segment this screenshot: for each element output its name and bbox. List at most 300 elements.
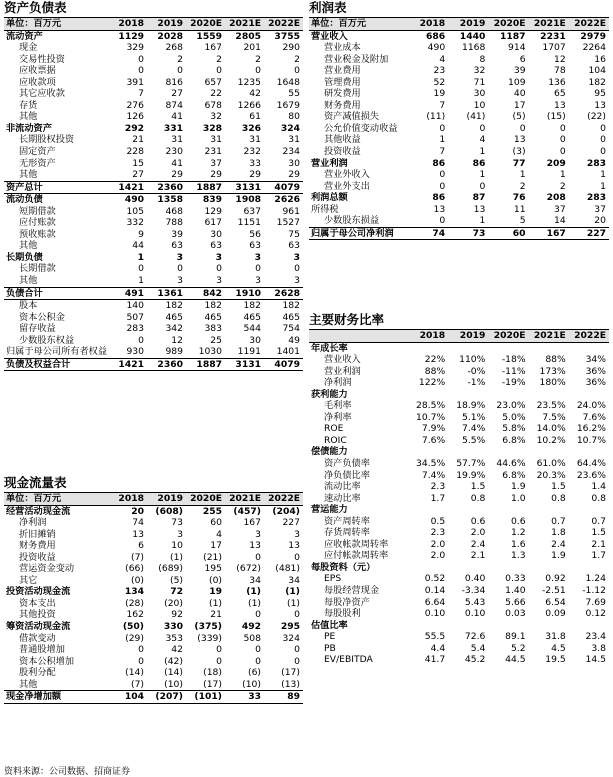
table-row <box>309 585 609 597</box>
row-value: 5.4 <box>470 642 486 654</box>
unit-label <box>309 330 408 342</box>
row-label: 资本公积增加 <box>19 655 75 667</box>
row-value: 42 <box>171 644 183 656</box>
row-label: 净利润 <box>19 517 47 529</box>
row-value <box>448 389 488 401</box>
row-value: -1% <box>467 377 486 389</box>
row-label: 净利润 <box>324 377 352 389</box>
table-row <box>309 134 609 146</box>
row-value: 13 <box>594 99 606 111</box>
row-value: 874 <box>165 99 183 111</box>
row-value: 2 <box>294 53 300 65</box>
row-value: 7 <box>439 99 446 111</box>
row-value: 6.8% <box>502 434 526 446</box>
row-value: 3 <box>215 251 222 263</box>
row-value: 10.2% <box>536 434 566 446</box>
row-value <box>529 562 569 574</box>
row-value: 465 <box>243 311 261 323</box>
row-label: 少数股东损益 <box>324 215 380 227</box>
row-value: 1648 <box>276 76 300 88</box>
row-label: 非流动资产 <box>6 122 52 134</box>
table-row <box>309 146 609 158</box>
row-label: 每股股利 <box>324 608 361 620</box>
year-header: 2021E <box>225 18 264 30</box>
row-label: 净利率 <box>324 411 352 423</box>
row-label: 营业利润 <box>311 157 348 169</box>
row-value: 11 <box>513 203 526 215</box>
row-label: 借款变动 <box>19 632 56 644</box>
row-label: 应收款项 <box>19 76 56 88</box>
row-value: 989 <box>165 346 183 358</box>
row-value: 0 <box>138 655 144 667</box>
row-value: 0.40 <box>464 573 486 585</box>
table-row <box>4 229 303 241</box>
table-row <box>4 252 303 264</box>
row-value: 2028 <box>147 30 186 42</box>
row-value: 86 <box>432 157 446 169</box>
row-value: (66) <box>125 563 144 575</box>
row-value: 617 <box>204 217 222 229</box>
table-row <box>4 206 303 218</box>
row-value: 268 <box>165 42 183 54</box>
row-label: 长期负债 <box>6 251 43 263</box>
row-value: 36% <box>585 365 606 377</box>
row-value: 9 <box>138 228 144 240</box>
row-value: 33 <box>225 691 264 704</box>
row-value <box>488 620 528 632</box>
row-value: 182 <box>243 300 261 312</box>
row-label: 存货周转率 <box>324 527 370 539</box>
row-value: 2.3 <box>430 481 446 493</box>
row-value: (608) <box>147 505 186 517</box>
table-row <box>4 30 303 42</box>
row-value: 2628 <box>264 287 303 300</box>
row-label: 短期借款 <box>19 205 56 217</box>
row-value: 10 <box>473 99 486 111</box>
row-value: 3.8 <box>591 642 606 654</box>
row-value: 230 <box>165 146 183 158</box>
row-value: 0 <box>519 122 526 134</box>
row-label: 资产负债率 <box>324 458 370 470</box>
row-value: 2.1 <box>470 550 486 562</box>
row-value: 105 <box>126 205 144 217</box>
row-value: 29 <box>288 169 300 181</box>
row-value: 20.3% <box>536 469 566 481</box>
row-value: 0 <box>294 644 300 656</box>
table-row <box>4 240 303 252</box>
row-value: 44.6% <box>496 458 526 470</box>
row-value: 167 <box>243 517 261 529</box>
row-value: 0 <box>600 146 606 158</box>
table-row <box>4 65 303 77</box>
row-value: 13 <box>288 540 300 552</box>
row-value: (17) <box>281 667 300 679</box>
row-value: 342 <box>165 323 183 335</box>
row-value: 0 <box>479 122 486 134</box>
row-value: 134 <box>124 586 144 598</box>
row-value: 0 <box>177 263 183 275</box>
row-value: (22) <box>587 111 606 123</box>
row-value: 208 <box>546 192 566 204</box>
row-value: 2979 <box>569 30 609 42</box>
row-value: 6 <box>138 540 144 552</box>
row-value: 88% <box>424 365 446 377</box>
row-value: 31 <box>288 134 300 146</box>
table-row <box>309 77 609 89</box>
row-label: 股利分配 <box>19 667 56 679</box>
row-value: 328 <box>202 122 222 134</box>
row-value: 255 <box>186 505 225 517</box>
row-value: 10.7% <box>416 411 446 423</box>
row-label: 公允价值变动收益 <box>324 122 398 134</box>
table-row <box>4 667 303 679</box>
row-label: 少数股东权益 <box>19 334 75 346</box>
row-value: 283 <box>586 192 606 204</box>
table-row <box>4 517 303 529</box>
row-label: 营业收入 <box>309 30 408 42</box>
row-value: 0 <box>439 180 446 192</box>
row-value: -11% <box>501 365 526 377</box>
row-value: 1 <box>600 180 606 192</box>
row-label: 其他 <box>19 678 38 690</box>
row-value: 16 <box>594 53 606 65</box>
row-value: 0 <box>600 122 606 134</box>
row-value: 182 <box>588 76 606 88</box>
row-value: (1) <box>208 597 222 609</box>
table-row <box>309 54 609 66</box>
table-header-row <box>309 330 609 342</box>
row-value: 231 <box>204 146 222 158</box>
row-value <box>408 389 448 401</box>
row-value: 4.4 <box>430 642 446 654</box>
row-value: 19 <box>209 586 222 598</box>
row-label: 研发费用 <box>324 88 361 100</box>
row-value: 0 <box>559 134 566 146</box>
row-value: 63 <box>171 240 183 252</box>
year-header: 2019 <box>448 330 488 342</box>
row-value <box>488 504 528 516</box>
row-value: 63 <box>210 240 222 252</box>
row-label: 现金 <box>19 42 38 54</box>
year-header: 2020E <box>488 330 528 342</box>
row-value: 914 <box>508 42 526 54</box>
row-value: 2 <box>519 180 526 192</box>
row-label: EV/EBITDA <box>324 654 373 666</box>
row-value: (6) <box>247 667 261 679</box>
table-row <box>4 217 303 229</box>
row-value: 0.5 <box>430 515 446 527</box>
row-value: 1358 <box>157 194 183 206</box>
row-value: 104 <box>588 65 606 77</box>
year-header: 2020E <box>488 18 528 30</box>
row-value: 180% <box>539 377 566 389</box>
row-value: 1 <box>600 169 606 181</box>
row-value: 15 <box>132 157 144 169</box>
table-row <box>309 620 609 632</box>
row-value: (101) <box>186 691 225 704</box>
row-value: 465 <box>282 311 300 323</box>
row-value: 754 <box>282 323 300 335</box>
table-row <box>309 100 609 112</box>
row-value: 0 <box>294 65 300 77</box>
table-row <box>309 412 609 424</box>
row-label: 毛利率 <box>324 400 352 412</box>
row-value: 1.9 <box>551 550 566 562</box>
row-value: 788 <box>165 217 183 229</box>
row-label: 负债及权益合计 <box>4 358 108 371</box>
row-label: 所得税 <box>311 203 339 215</box>
row-value: 30 <box>288 157 300 169</box>
row-value: 0 <box>255 65 261 77</box>
row-value: (42) <box>164 655 183 667</box>
row-value: 637 <box>243 205 261 217</box>
row-value: 60 <box>210 517 222 529</box>
cashflow-title: 现金流量表 <box>4 475 303 493</box>
row-value: 45.2 <box>464 654 486 666</box>
row-value: (375) <box>194 621 222 633</box>
row-value: 72.6 <box>464 631 486 643</box>
row-label: 管理费用 <box>324 76 361 88</box>
row-value: 295 <box>280 621 300 633</box>
row-value: 0 <box>216 644 222 656</box>
row-label: 流动负债 <box>6 194 43 206</box>
table-row <box>4 169 303 181</box>
year-header: 2018 <box>408 18 448 30</box>
row-value: 0.7 <box>551 515 566 527</box>
row-value: 104 <box>108 691 147 704</box>
row-value: 86 <box>432 192 446 204</box>
row-label: 归属于母公司所有者权益 <box>6 346 108 358</box>
row-label: 其他投资 <box>19 609 56 621</box>
table-row <box>4 158 303 170</box>
row-value: 290 <box>282 42 300 54</box>
row-label: 营业费用 <box>324 65 361 77</box>
row-value: 324 <box>280 122 300 134</box>
balance-sheet-table <box>4 18 303 371</box>
table-row <box>309 65 609 77</box>
row-value: (7) <box>130 551 144 563</box>
row-value: 5.66 <box>505 596 526 608</box>
row-label: 资产减值损失 <box>324 111 380 123</box>
row-value: 227 <box>282 517 300 529</box>
row-value: 21 <box>210 609 222 621</box>
ratios-title: 主要财务比率 <box>309 312 609 330</box>
income-statement-title: 利润表 <box>309 0 609 18</box>
row-value: 5.2 <box>510 642 526 654</box>
row-value: 10.7% <box>576 434 606 446</box>
row-value: 31 <box>171 134 183 146</box>
table-row <box>309 42 609 54</box>
row-value: 465 <box>204 311 222 323</box>
row-value: (11) <box>426 111 446 123</box>
table-row <box>309 377 609 389</box>
row-value: 0 <box>216 65 222 77</box>
row-value: 34 <box>288 574 300 586</box>
row-value <box>448 446 488 458</box>
row-value: 16.2% <box>576 423 606 435</box>
row-label: 利润总额 <box>311 192 348 204</box>
table-row <box>4 609 303 621</box>
row-value: 34.5% <box>416 458 446 470</box>
row-value: 14 <box>554 215 566 227</box>
row-value: 1 <box>479 146 486 158</box>
row-value: 0.6 <box>470 515 486 527</box>
row-value: 7.5% <box>542 411 566 423</box>
row-value: 30 <box>473 88 486 100</box>
table-row <box>4 275 303 287</box>
row-value: 332 <box>126 217 144 229</box>
row-value: 1679 <box>276 99 300 111</box>
table-row <box>4 552 303 564</box>
row-label: ROE <box>324 423 344 435</box>
row-label: 年成长率 <box>309 342 408 354</box>
row-value: 55.5 <box>424 631 446 643</box>
row-value: 29 <box>210 169 222 181</box>
row-value: 0 <box>255 655 261 667</box>
row-value: -19% <box>501 377 526 389</box>
row-value: 276 <box>126 99 144 111</box>
row-value: 36% <box>585 377 606 389</box>
row-value: 0 <box>255 609 261 621</box>
row-value: 167 <box>204 42 222 54</box>
row-value: 109 <box>508 76 526 88</box>
row-value: 1187 <box>488 30 528 42</box>
source-note: 资料来源：公司数据、招商证券 <box>4 767 131 777</box>
table-row <box>309 227 609 240</box>
income-statement-table <box>309 18 609 240</box>
row-value: 491 <box>108 287 147 300</box>
row-value: 22% <box>424 354 446 366</box>
row-label: 投资收益 <box>324 146 361 158</box>
row-value: 25 <box>210 334 222 346</box>
row-label: 应付帐款周转率 <box>324 550 389 562</box>
table-row <box>4 194 303 206</box>
row-value: 32 <box>473 65 486 77</box>
row-value: 52 <box>433 76 446 88</box>
row-value: 3 <box>293 251 300 263</box>
row-label: 固定资产 <box>19 146 56 158</box>
row-value: 465 <box>165 311 183 323</box>
row-value: 29 <box>249 169 261 181</box>
row-label: 筹资活动现金流 <box>6 621 71 633</box>
row-value: 4.5 <box>551 642 566 654</box>
row-value <box>569 446 609 458</box>
row-value: 3 <box>255 275 261 287</box>
table-row <box>4 505 303 517</box>
row-value: 4 <box>479 134 486 146</box>
row-value: -1.12 <box>582 585 606 597</box>
row-value: 13 <box>433 203 446 215</box>
row-value: 2.3 <box>430 527 446 539</box>
row-value: 13 <box>554 99 566 111</box>
row-value: 2805 <box>225 30 264 42</box>
table-row <box>4 134 303 146</box>
table-row <box>309 215 609 227</box>
row-value: 1.5 <box>591 527 606 539</box>
row-value: 0 <box>600 134 606 146</box>
row-value: 1559 <box>186 30 225 42</box>
table-row <box>309 527 609 539</box>
row-value: 227 <box>569 227 609 240</box>
row-value: 2626 <box>274 194 300 206</box>
row-value: 391 <box>126 76 144 88</box>
row-value: (1) <box>246 586 261 598</box>
row-value: (29) <box>125 632 144 644</box>
row-value: 41 <box>171 111 183 123</box>
row-value: 0 <box>559 122 566 134</box>
row-value: 64.4% <box>576 458 606 470</box>
row-value: (1) <box>247 597 261 609</box>
table-row <box>4 621 303 633</box>
row-label: 财务费用 <box>19 540 56 552</box>
unit-label: 单位：百万元 <box>4 18 108 30</box>
row-value: 490 <box>124 194 144 206</box>
row-label: 速动比率 <box>324 492 361 504</box>
row-value: 12 <box>554 53 566 65</box>
row-value: 0 <box>559 146 566 158</box>
row-label: 营业成本 <box>324 42 361 54</box>
row-label: 偿债能力 <box>311 446 348 458</box>
row-label: EPS <box>324 573 342 585</box>
row-label: 流动资产 <box>4 30 108 42</box>
row-value: 3 <box>216 275 222 287</box>
row-value: 2 <box>559 180 566 192</box>
row-value: 23.6% <box>576 469 606 481</box>
table-row <box>4 312 303 324</box>
row-value: 1235 <box>237 76 261 88</box>
row-value: 490 <box>427 42 446 54</box>
row-label: 普通股增加 <box>19 644 65 656</box>
balance-sheet-title: 资产负债表 <box>4 0 303 18</box>
row-value: 329 <box>126 42 144 54</box>
row-value: (339) <box>197 632 222 644</box>
row-value: 32 <box>210 111 222 123</box>
row-label: 资产总计 <box>4 181 108 194</box>
row-value: 13 <box>513 134 526 146</box>
row-value: 508 <box>243 632 261 644</box>
row-value: 37 <box>554 203 566 215</box>
row-value: 17 <box>513 99 526 111</box>
row-value: 0 <box>138 263 144 275</box>
row-value <box>448 342 488 354</box>
year-header: 2022E <box>569 330 609 342</box>
row-value: 86 <box>472 157 486 169</box>
row-value: 173% <box>539 365 566 377</box>
row-value: 56 <box>249 228 261 240</box>
row-value: 39 <box>171 228 183 240</box>
row-value: 61 <box>249 111 261 123</box>
row-value: 17 <box>210 540 222 552</box>
table-row <box>309 643 609 655</box>
row-value: 5.1% <box>462 411 486 423</box>
row-value: 3 <box>176 251 183 263</box>
table-header-row <box>4 493 303 505</box>
row-value: 19.9% <box>456 469 486 481</box>
row-value: 0 <box>138 334 144 346</box>
balance-sheet-panel <box>4 0 303 371</box>
row-value: 324 <box>282 632 300 644</box>
row-value: 195 <box>204 563 222 575</box>
row-value: (481) <box>275 563 300 575</box>
row-label: 其他 <box>19 111 38 123</box>
row-label: 其他收益 <box>324 134 361 146</box>
row-value: 95 <box>594 88 606 100</box>
row-value: 33 <box>249 157 261 169</box>
row-value: 468 <box>165 205 183 217</box>
row-value: 492 <box>241 621 261 633</box>
row-value: 0.03 <box>505 608 526 620</box>
year-header: 2020E <box>186 18 225 30</box>
